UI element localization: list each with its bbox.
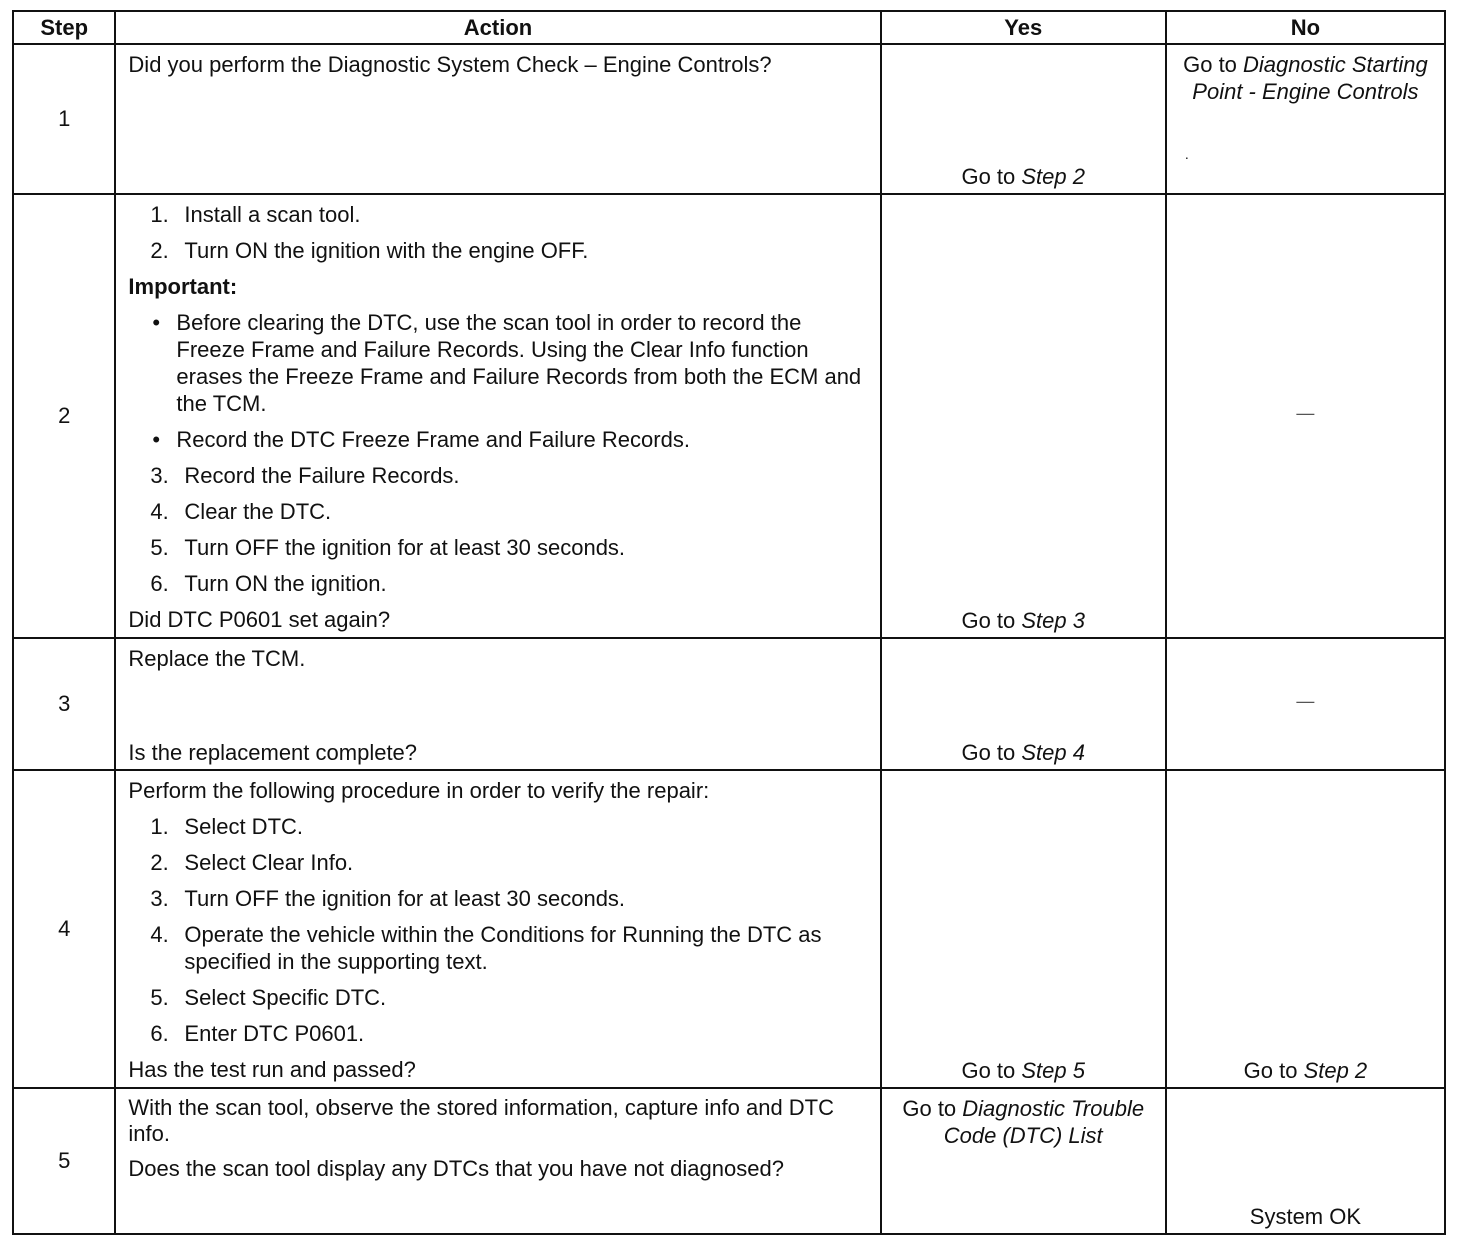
list-item: 5. Select Specific DTC. — [150, 985, 387, 1010]
goto-link[interactable]: Step 4 — [1021, 740, 1085, 765]
list-item: 2. Select Clear Info. — [150, 850, 354, 875]
action-question: Did DTC P0601 set again? — [128, 607, 391, 632]
table-row — [13, 44, 1445, 194]
action-cell — [115, 770, 880, 1088]
yes-cell — [881, 194, 1166, 638]
goto-prefix: Go to — [1243, 1058, 1304, 1083]
step-number: 3 — [13, 638, 115, 770]
yes-cell — [881, 770, 1166, 1088]
no-dash: — — [1296, 690, 1315, 711]
action-text: Did you perform the Diagnostic System Check – Engine Controls? — [128, 52, 772, 77]
list-item: 6. Enter DTC P0601. — [150, 1021, 365, 1046]
goto-link[interactable]: Diagnostic Trouble Code (DTC) List — [943, 1096, 1145, 1148]
action-cell — [115, 194, 880, 638]
no-cell — [1166, 44, 1445, 194]
step-number: 2 — [13, 194, 115, 638]
no-result: System OK — [1249, 1204, 1362, 1229]
goto-link[interactable]: Step 2 — [1021, 164, 1085, 189]
step-number: 4 — [13, 770, 115, 1088]
table-row — [13, 1088, 1445, 1234]
action-intro: Perform the following procedure in order to verify the repair: — [128, 778, 710, 803]
action-cell — [115, 1088, 880, 1234]
list-item: 4. Operate the vehicle within the Conditions for Running the DTC as specified in the supporting text. — [150, 922, 822, 974]
table-row — [13, 638, 1445, 770]
yes-goto[interactable] — [882, 607, 1165, 634]
step-number: 5 — [13, 1088, 115, 1234]
action-question: Is the replacement complete? — [128, 740, 418, 765]
no-cell — [1166, 194, 1445, 638]
action-cell — [115, 638, 880, 770]
action-steps — [128, 813, 869, 1047]
yes-goto[interactable] — [882, 739, 1165, 766]
table-row — [13, 770, 1445, 1088]
stray-dot: . — [1184, 146, 1189, 162]
goto-link[interactable]: Step 5 — [1021, 1058, 1085, 1083]
important-bullets — [128, 309, 869, 453]
goto-prefix: Go to — [961, 740, 1022, 765]
header-no: No — [1166, 11, 1445, 44]
action-question: Has the test run and passed? — [128, 1057, 416, 1082]
goto-link[interactable]: Diagnostic Starting Point - Engine Controls — [1192, 52, 1428, 104]
list-item: 5. Turn OFF the ignition for at least 30 seconds. — [150, 535, 626, 560]
list-item: 3. Record the Failure Records. — [150, 463, 460, 488]
no-dash: — — [1296, 402, 1315, 423]
header-row — [13, 11, 1445, 44]
action-steps — [128, 462, 869, 597]
no-goto[interactable] — [1167, 45, 1444, 105]
diagnostic-table — [12, 10, 1446, 1235]
yes-cell — [881, 44, 1166, 194]
yes-goto[interactable] — [882, 1057, 1165, 1084]
important-label: Important: — [128, 274, 238, 299]
no-cell — [1166, 638, 1445, 770]
yes-cell — [881, 638, 1166, 770]
table-row — [13, 194, 1445, 638]
header-step: Step — [13, 11, 115, 44]
list-item: 4. Clear the DTC. — [150, 499, 332, 524]
action-cell — [115, 44, 880, 194]
action-steps — [128, 201, 869, 264]
list-item: 2. Turn ON the ignition with the engine OFF. — [150, 238, 589, 263]
goto-link[interactable]: Step 2 — [1303, 1058, 1368, 1083]
goto-prefix: Go to — [961, 608, 1022, 633]
yes-cell — [881, 1088, 1166, 1234]
goto-prefix: Go to — [1183, 52, 1244, 77]
header-yes: Yes — [881, 11, 1166, 44]
action-text: Replace the TCM. — [128, 646, 306, 671]
action-text: With the scan tool, observe the stored information, capture info and DTC info. — [128, 1095, 835, 1146]
action-question: Does the scan tool display any DTCs that you have not diagnosed? — [128, 1156, 784, 1181]
header-action: Action — [115, 11, 880, 44]
no-cell — [1166, 770, 1445, 1088]
goto-prefix: Go to — [961, 164, 1022, 189]
goto-link[interactable]: Step 3 — [1021, 608, 1085, 633]
list-item: 1. Install a scan tool. — [150, 202, 361, 227]
no-goto[interactable] — [1167, 1057, 1444, 1084]
list-item: 3. Turn OFF the ignition for at least 30 seconds. — [150, 886, 626, 911]
goto-prefix: Go to — [902, 1096, 963, 1121]
list-item: • Before clearing the DTC, use the scan tool in order to record the Freeze Frame and Failure Records. Using the Clear Info function erases the Freeze Frame and Failure Records from both the ECM and the TCM. — [152, 310, 862, 416]
list-item: • Record the DTC Freeze Frame and Failure Records. — [152, 427, 690, 452]
list-item: 1. Select DTC. — [150, 814, 304, 839]
yes-goto[interactable] — [882, 1089, 1165, 1149]
step-number: 1 — [13, 44, 115, 194]
yes-goto[interactable] — [882, 163, 1165, 190]
list-item: 6. Turn ON the ignition. — [150, 571, 387, 596]
goto-prefix: Go to — [961, 1058, 1022, 1083]
no-cell — [1166, 1088, 1445, 1234]
